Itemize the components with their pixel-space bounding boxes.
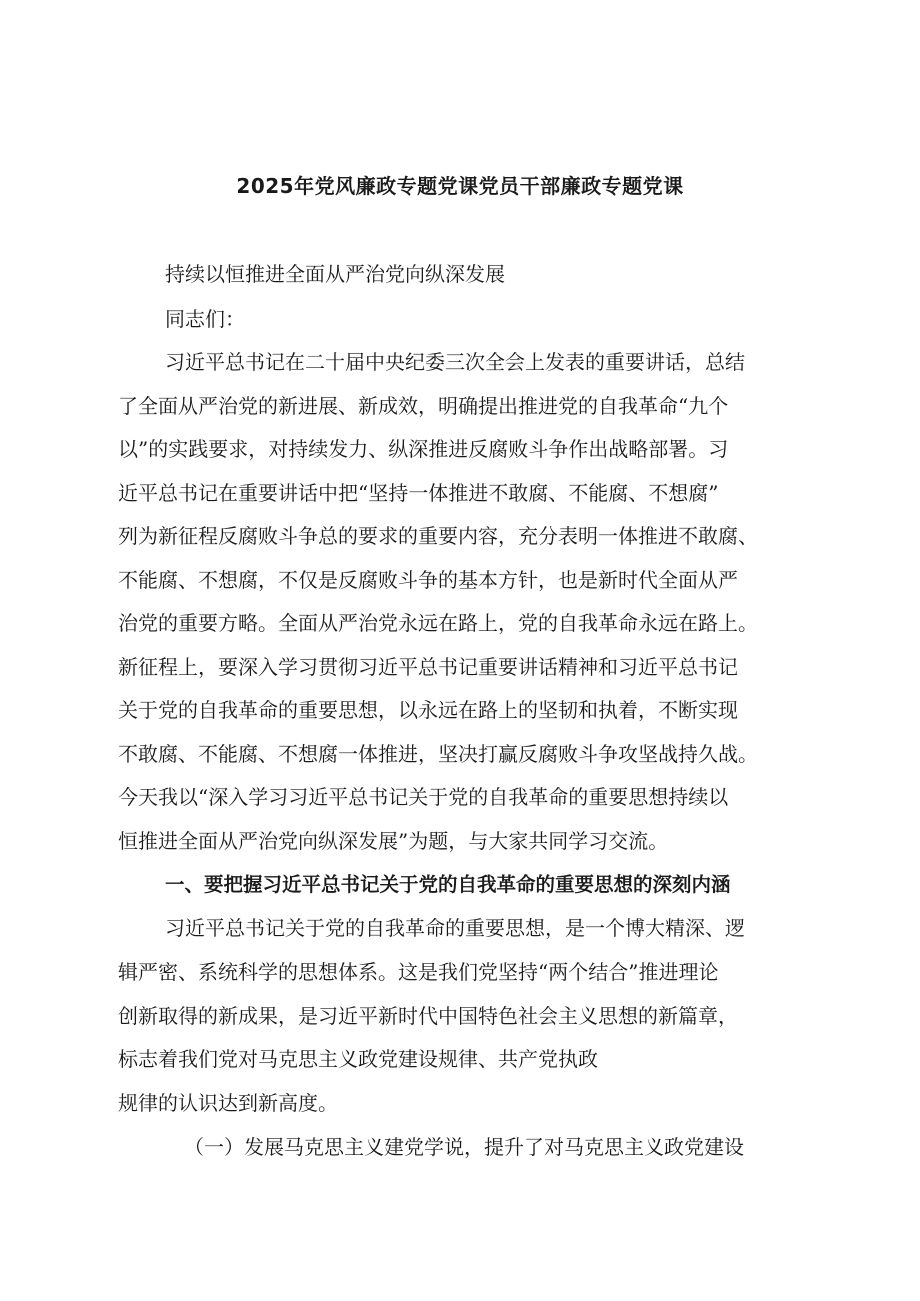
section-line: 习近平总书记关于党的自我革命的重要思想，是一个博大精深、逻 bbox=[165, 916, 745, 940]
intro-line: 不能腐、不想腐，不仅是反腐败斗争的基本方针，也是新时代全面从严 bbox=[118, 568, 738, 592]
salutation: 同志们： bbox=[165, 307, 245, 331]
section-heading: 一、要把握习近平总书记关于党的自我革命的重要思想的深刻内涵 bbox=[165, 873, 731, 896]
document-subtitle: 持续以恒推进全面从严治党向纵深发展 bbox=[165, 262, 505, 286]
intro-line: 关于党的自我革命的重要思想，以永远在路上的坚韧和执着，不断实现 bbox=[118, 698, 738, 722]
intro-line: 治党的重要方略。全面从严治党永远在路上，党的自我革命永远在路上。 bbox=[118, 611, 758, 635]
intro-line: 以”的实践要求，对持续发力、纵深推进反腐败斗争作出战略部署。习 bbox=[118, 437, 729, 461]
intro-line: 不敢腐、不能腐、不想腐一体推进，坚决打赢反腐败斗争攻坚战持久战。 bbox=[118, 742, 758, 766]
intro-line: 习近平总书记在二十届中央纪委三次全会上发表的重要讲话，总结 bbox=[165, 350, 745, 374]
document-title: 2025年党风廉政专题党课党员干部廉政专题党课 bbox=[236, 174, 684, 198]
intro-line: 今天我以“深入学习习近平总书记关于党的自我革命的重要思想持续以 bbox=[118, 785, 729, 809]
section-line: 标志着我们党对马克思主义政党建设规律、共产党执政 bbox=[118, 1047, 598, 1071]
intro-line: 了全面从严治党的新进展、新成效，明确提出推进党的自我革命“九个 bbox=[118, 394, 729, 418]
section-line: 辑严密、系统科学的思想体系。这是我们党坚持“两个结合”推进理论 bbox=[118, 960, 719, 984]
intro-line: 恒推进全面从严治党向纵深发展”为题，与大家共同学习交流。 bbox=[118, 829, 669, 853]
section-line: 创新取得的新成果，是习近平新时代中国特色社会主义思想的新篇章， bbox=[118, 1004, 738, 1028]
intro-line: 列为新征程反腐败斗争总的要求的重要内容，充分表明一体推进不敢腐、 bbox=[118, 524, 758, 548]
subsection-heading: （一）发展马克思主义建党学说，提升了对马克思主义政党建设 bbox=[184, 1135, 744, 1159]
intro-line: 近平总书记在重要讲话中把“坚持一体推进不敢腐、不能腐、不想腐” bbox=[118, 481, 719, 505]
section-line: 规律的认识达到新高度。 bbox=[118, 1091, 338, 1115]
intro-line: 新征程上，要深入学习贯彻习近平总书记重要讲话精神和习近平总书记 bbox=[118, 655, 738, 679]
